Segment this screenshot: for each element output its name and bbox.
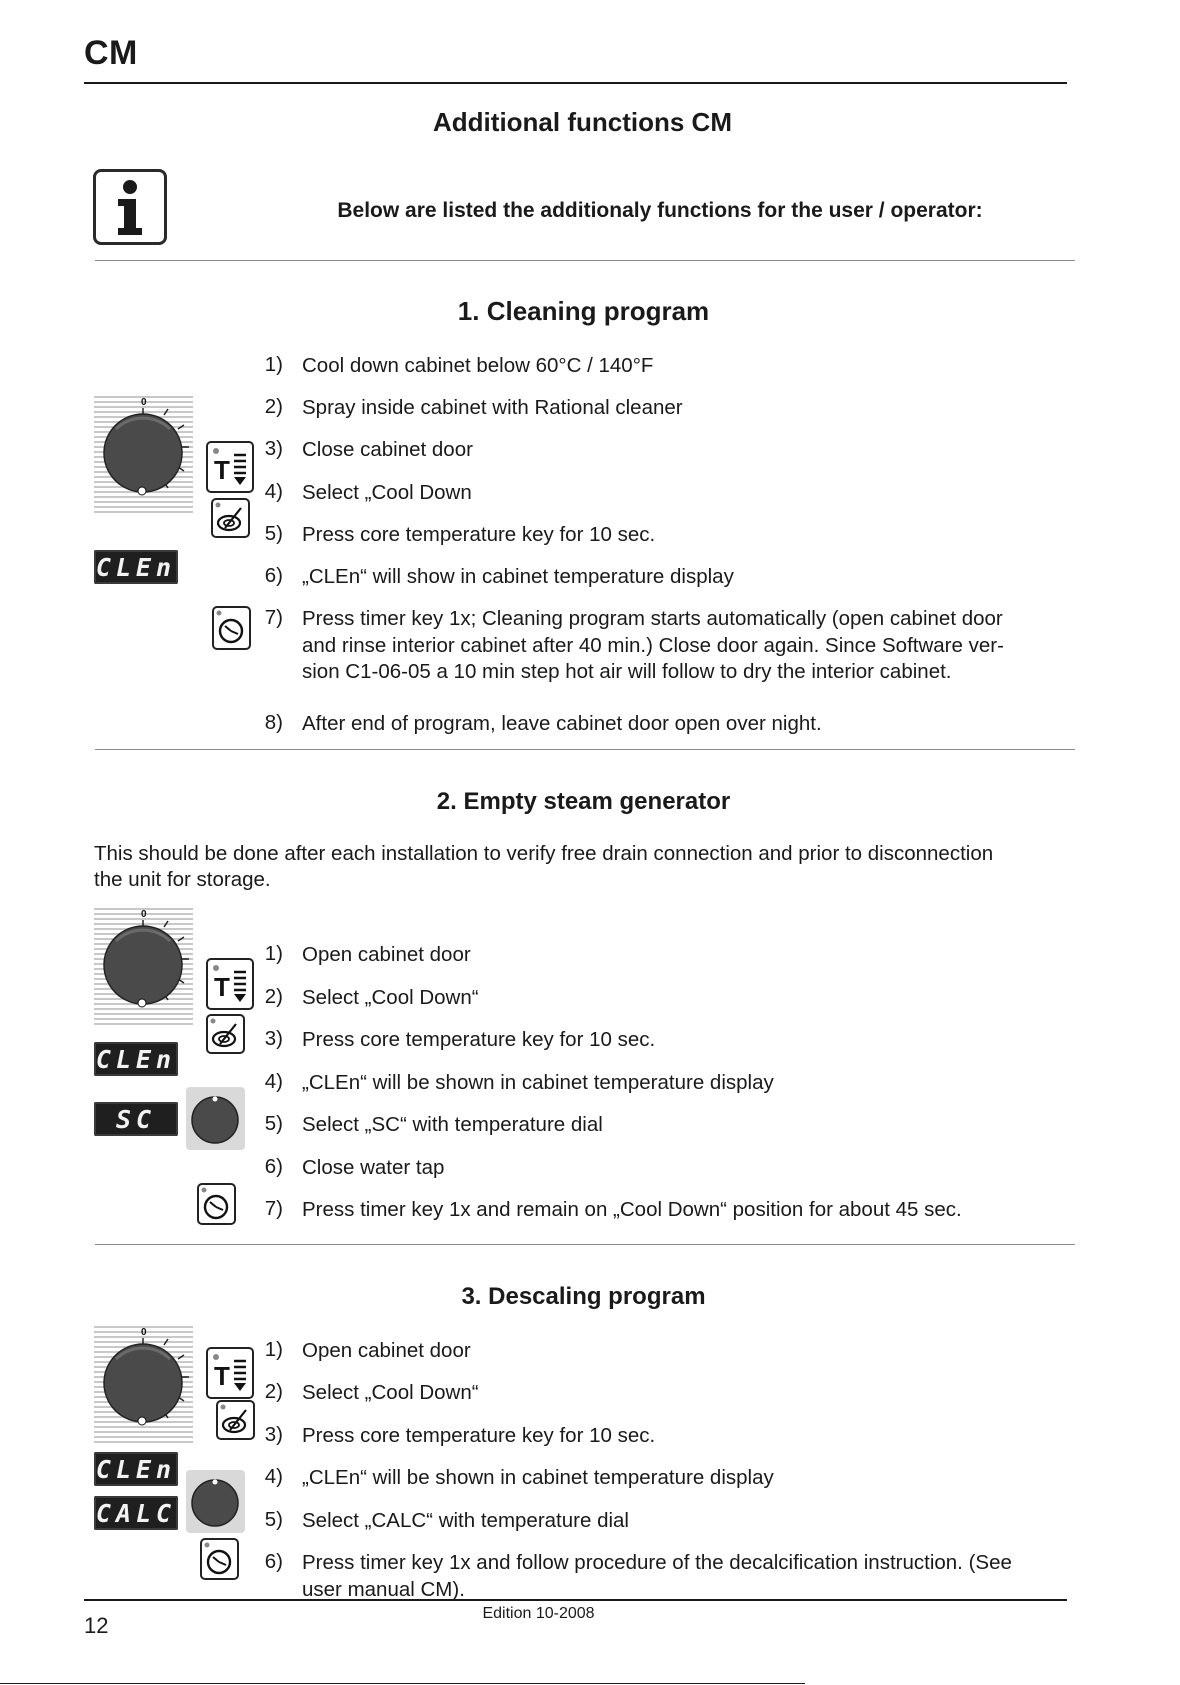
step-text-line: „CLEn“ will be shown in cabinet temperature display — [302, 1466, 774, 1489]
cool-down-key-icon — [206, 1014, 245, 1054]
step-text — [302, 353, 653, 380]
step-number: 5) — [264, 1508, 283, 1531]
step-number: 2) — [264, 985, 283, 1008]
step-number: 4) — [264, 1070, 283, 1093]
core-temperature-key-icon — [206, 441, 254, 493]
divider — [95, 749, 1075, 750]
step-text — [302, 1112, 603, 1139]
step-text-line: Cool down cabinet below 60°C / 140°F — [302, 354, 654, 377]
cool-down-key-icon — [216, 1400, 255, 1440]
step-text — [302, 1550, 1012, 1603]
core-temperature-key-icon — [206, 958, 254, 1010]
step-number: 5) — [264, 522, 283, 545]
step-text-line: and rinse interior cabinet after 40 min.) Close door again. Since Software ver- — [302, 633, 1004, 657]
cool-down-key-icon — [211, 498, 250, 538]
cabinet-temperature-display: SC — [94, 1102, 178, 1136]
step-number: 8) — [264, 711, 283, 734]
step-text-line: Select „CALC“ with temperature dial — [302, 1509, 629, 1532]
step-number: 1) — [264, 942, 283, 965]
step-text — [302, 1338, 471, 1365]
cabinet-temperature-display: CLEn — [94, 1042, 178, 1076]
step-number: 3) — [264, 1423, 283, 1446]
temperature-dial-icon — [94, 1323, 193, 1444]
svg-text:T: T — [214, 972, 230, 1002]
step-text — [302, 564, 734, 591]
step-number: 4) — [264, 1465, 283, 1488]
step-number: 2) — [264, 1380, 283, 1403]
step-number: 3) — [264, 1027, 283, 1050]
step-text-line: Select „Cool Down — [302, 481, 472, 504]
cabinet-temperature-display: CLEn — [94, 550, 178, 584]
step-text-line: Close water tap — [302, 1156, 445, 1179]
step-text-line: Press core temperature key for 10 sec. — [302, 1028, 656, 1051]
divider — [95, 1244, 1075, 1245]
page-title: Additional functions CM — [433, 107, 732, 137]
edition-label: Edition 10-2008 — [482, 1605, 595, 1622]
step-text-line: Press timer key 1x and follow procedure of the decalcification instruction. (See — [302, 1551, 1012, 1574]
step-number: 2) — [264, 395, 283, 418]
step-text-line: Press core temperature key for 10 sec. — [302, 1424, 656, 1447]
step-text — [302, 1027, 655, 1054]
temperature-dial-icon — [94, 905, 193, 1026]
step-text-line: Select „Cool Down“ — [302, 1381, 479, 1404]
step-text-line: Close cabinet door — [302, 438, 473, 461]
step-text-line: user manual CM). — [302, 1577, 465, 1601]
step-text — [302, 395, 683, 422]
description-line: This should be done after each installation to verify free drain connection and prior to disconnection — [94, 842, 994, 865]
dial-zero-mark: 0 — [141, 909, 147, 920]
cabinet-temperature-display: CLEn — [94, 1452, 178, 1486]
step-text-line: Select „Cool Down“ — [302, 986, 479, 1009]
svg-text:T: T — [214, 455, 230, 485]
step-text — [302, 1070, 774, 1097]
step-text-line: After end of program, leave cabinet door open over night. — [302, 712, 822, 735]
document-code: CM — [84, 34, 138, 72]
step-text-line: Spray inside cabinet with Rational cleaner — [302, 396, 683, 419]
divider — [95, 260, 1075, 261]
step-text-line: Open cabinet door — [302, 1339, 471, 1362]
core-temperature-key-icon — [206, 1347, 254, 1399]
step-text-line: Press core temperature key for 10 sec. — [302, 523, 656, 546]
page-edge-line — [0, 1683, 805, 1684]
section-title-empty-steam: 2. Empty steam generator — [436, 788, 731, 815]
timer-key-icon — [212, 606, 251, 650]
step-text — [302, 606, 1004, 686]
step-text — [302, 711, 822, 738]
step-text-line: sion C1-06-05 a 10 min step hot air will follow to dry the interior cabinet. — [302, 660, 952, 683]
step-text-line: Press timer key 1x; Cleaning program starts automatically (open cabinet door — [302, 607, 1003, 630]
page-number: 12 — [84, 1613, 109, 1638]
step-text-line: Press timer key 1x and remain on „Cool Down“ position for about 45 sec. — [302, 1198, 962, 1221]
step-text — [302, 1155, 444, 1182]
description-line: the unit for storage. — [94, 868, 271, 891]
cabinet-temperature-display: CALC — [94, 1496, 178, 1530]
timer-key-icon — [200, 1538, 239, 1580]
step-text — [302, 522, 655, 549]
step-number: 4) — [264, 480, 283, 503]
footer-rule — [84, 1599, 1067, 1601]
dial-zero-mark: 0 — [141, 397, 147, 408]
step-number: 6) — [264, 564, 283, 587]
section-description — [94, 841, 993, 893]
step-text — [302, 437, 473, 464]
step-text — [302, 1465, 774, 1492]
step-number: 5) — [264, 1112, 283, 1135]
step-number: 3) — [264, 437, 283, 460]
step-text — [302, 942, 471, 969]
step-text — [302, 1508, 629, 1535]
small-temperature-dial-icon — [186, 1470, 245, 1533]
section-title-descaling: 3. Descaling program — [461, 1283, 706, 1310]
section-title-cleaning: 1. Cleaning program — [457, 296, 710, 326]
small-temperature-dial-icon — [186, 1087, 245, 1150]
step-number: 7) — [264, 1197, 283, 1220]
step-number: 1) — [264, 353, 283, 376]
dial-zero-mark: 0 — [141, 1327, 147, 1338]
step-text-line: „CLEn“ will show in cabinet temperature display — [302, 565, 734, 588]
intro-text: Below are listed the additionaly functions for the user / operator: — [337, 199, 983, 222]
step-number: 6) — [264, 1550, 283, 1573]
step-text-line: „CLEn“ will be shown in cabinet temperature display — [302, 1071, 774, 1094]
step-number: 6) — [264, 1155, 283, 1178]
step-number: 1) — [264, 1338, 283, 1361]
svg-text:T: T — [214, 1361, 230, 1391]
header-rule — [84, 82, 1067, 84]
step-text — [302, 1423, 655, 1450]
step-text — [302, 985, 479, 1012]
step-text — [302, 480, 472, 507]
step-text — [302, 1380, 479, 1407]
info-icon — [93, 169, 167, 245]
step-text-line: Open cabinet door — [302, 943, 471, 966]
step-text-line: Select „SC“ with temperature dial — [302, 1113, 603, 1136]
timer-key-icon — [197, 1183, 236, 1225]
step-text — [302, 1197, 962, 1224]
temperature-dial-icon — [94, 393, 193, 514]
step-number: 7) — [264, 606, 283, 629]
